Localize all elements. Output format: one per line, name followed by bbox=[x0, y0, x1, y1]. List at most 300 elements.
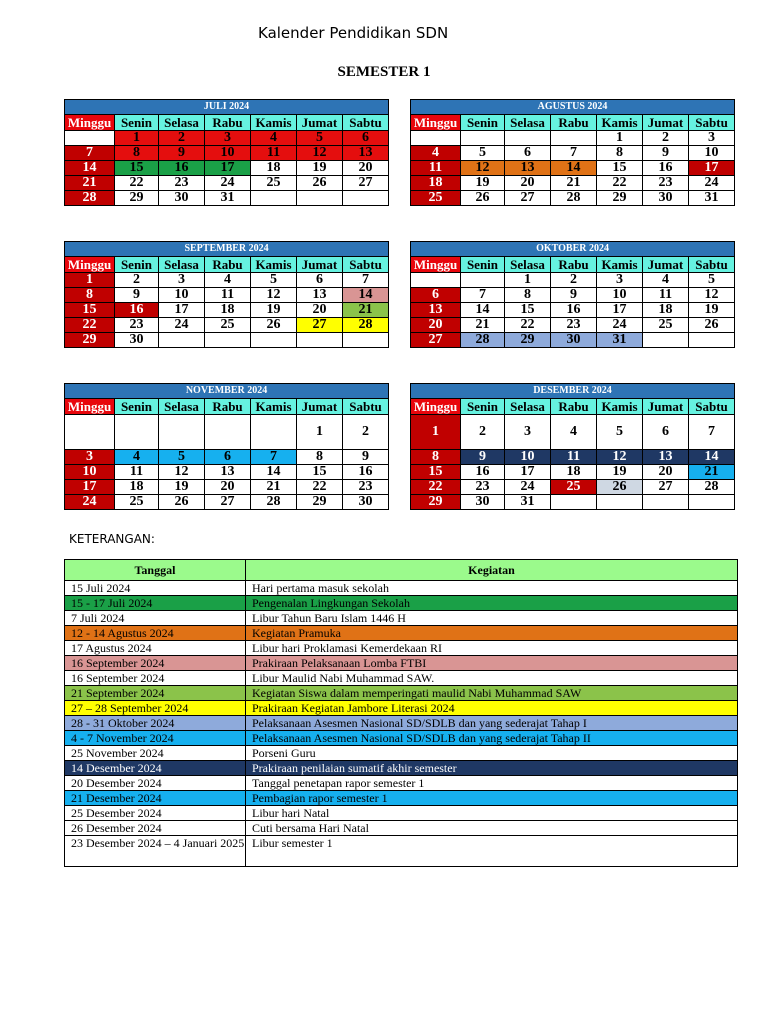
day-header-jumat: Jumat bbox=[297, 257, 343, 273]
day-cell: 26 bbox=[597, 480, 643, 495]
day-header-rabu: Rabu bbox=[205, 257, 251, 273]
day-cell: 18 bbox=[643, 303, 689, 318]
legend-row bbox=[65, 626, 738, 641]
day-cell: 23 bbox=[461, 480, 505, 495]
legend-kegiatan: Libur hari Natal bbox=[246, 806, 738, 821]
day-cell: 23 bbox=[115, 318, 159, 333]
day-cell: 19 bbox=[461, 176, 505, 191]
day-header-kamis: Kamis bbox=[597, 399, 643, 415]
day-cell: 11 bbox=[251, 146, 297, 161]
legend-tanggal: 7 Juli 2024 bbox=[65, 611, 246, 626]
day-header-rabu: Rabu bbox=[551, 257, 597, 273]
day-cell: 6 bbox=[643, 415, 689, 450]
calendar-juli bbox=[64, 99, 389, 206]
day-cell: 8 bbox=[411, 450, 461, 465]
empty-day-cell bbox=[205, 333, 251, 348]
day-header-jumat: Jumat bbox=[643, 115, 689, 131]
day-cell: 8 bbox=[297, 450, 343, 465]
day-header-minggu: Minggu bbox=[411, 115, 461, 131]
day-cell: 16 bbox=[115, 303, 159, 318]
day-cell: 2 bbox=[461, 415, 505, 450]
legend-table bbox=[64, 559, 738, 867]
day-cell: 21 bbox=[251, 480, 297, 495]
day-cell: 15 bbox=[65, 303, 115, 318]
day-cell: 4 bbox=[643, 273, 689, 288]
day-cell: 29 bbox=[505, 333, 551, 348]
legend-tanggal: 27 – 28 September 2024 bbox=[65, 701, 246, 716]
day-cell: 17 bbox=[597, 303, 643, 318]
document-title: Kalender Pendidikan SDN bbox=[258, 24, 449, 42]
day-header-selasa: Selasa bbox=[159, 399, 205, 415]
day-cell: 15 bbox=[411, 465, 461, 480]
day-cell: 16 bbox=[461, 465, 505, 480]
legend-header-kegiatan: Kegiatan bbox=[246, 560, 738, 581]
legend-kegiatan: Kegiatan Siswa dalam memperingati maulid Nabi Muhammad SAW bbox=[246, 686, 738, 701]
day-cell: 22 bbox=[505, 318, 551, 333]
day-header-senin: Senin bbox=[461, 115, 505, 131]
day-cell: 3 bbox=[597, 273, 643, 288]
day-cell: 18 bbox=[411, 176, 461, 191]
day-cell: 24 bbox=[205, 176, 251, 191]
day-header-jumat: Jumat bbox=[643, 257, 689, 273]
day-cell: 13 bbox=[505, 161, 551, 176]
empty-day-cell bbox=[551, 131, 597, 146]
day-header-sabtu: Sabtu bbox=[689, 257, 735, 273]
legend-tanggal: 16 September 2024 bbox=[65, 671, 246, 686]
day-cell: 13 bbox=[411, 303, 461, 318]
day-cell: 24 bbox=[159, 318, 205, 333]
day-cell: 5 bbox=[597, 415, 643, 450]
legend-kegiatan: Hari pertama masuk sekolah bbox=[246, 581, 738, 596]
day-cell: 31 bbox=[205, 191, 251, 206]
day-cell: 13 bbox=[643, 450, 689, 465]
day-cell: 29 bbox=[297, 495, 343, 510]
empty-day-cell bbox=[643, 495, 689, 510]
day-header-kamis: Kamis bbox=[597, 115, 643, 131]
day-cell: 7 bbox=[551, 146, 597, 161]
day-cell: 10 bbox=[159, 288, 205, 303]
day-cell: 10 bbox=[65, 465, 115, 480]
day-cell: 11 bbox=[205, 288, 251, 303]
day-cell: 1 bbox=[597, 131, 643, 146]
empty-day-cell bbox=[343, 191, 389, 206]
empty-day-cell bbox=[159, 415, 205, 450]
day-cell: 16 bbox=[551, 303, 597, 318]
empty-day-cell bbox=[689, 333, 735, 348]
legend-kegiatan: Pelaksanaan Asesmen Nasional SD/SDLB dan yang sederajat Tahap II bbox=[246, 731, 738, 746]
day-cell: 6 bbox=[505, 146, 551, 161]
keterangan-label: KETERANGAN: bbox=[69, 532, 155, 546]
day-cell: 25 bbox=[551, 480, 597, 495]
day-cell: 14 bbox=[551, 161, 597, 176]
day-cell: 2 bbox=[643, 131, 689, 146]
day-cell: 4 bbox=[551, 415, 597, 450]
calendar-oktober bbox=[410, 241, 735, 348]
day-cell: 17 bbox=[689, 161, 735, 176]
month-header: OKTOBER 2024 bbox=[411, 242, 735, 257]
day-header-jumat: Jumat bbox=[297, 399, 343, 415]
day-header-senin: Senin bbox=[115, 399, 159, 415]
day-cell: 10 bbox=[597, 288, 643, 303]
day-cell: 27 bbox=[505, 191, 551, 206]
day-cell: 7 bbox=[689, 415, 735, 450]
empty-day-cell bbox=[689, 495, 735, 510]
day-cell: 1 bbox=[505, 273, 551, 288]
day-header-selasa: Selasa bbox=[505, 115, 551, 131]
day-cell: 18 bbox=[115, 480, 159, 495]
day-cell: 28 bbox=[689, 480, 735, 495]
day-cell: 8 bbox=[597, 146, 643, 161]
day-cell: 17 bbox=[65, 480, 115, 495]
day-cell: 12 bbox=[461, 161, 505, 176]
day-cell: 24 bbox=[65, 495, 115, 510]
day-cell: 22 bbox=[65, 318, 115, 333]
day-cell: 8 bbox=[115, 146, 159, 161]
day-cell: 20 bbox=[343, 161, 389, 176]
day-cell: 8 bbox=[505, 288, 551, 303]
day-cell: 15 bbox=[115, 161, 159, 176]
legend-row bbox=[65, 821, 738, 836]
semester-title: SEMESTER 1 bbox=[337, 64, 431, 80]
day-cell: 27 bbox=[205, 495, 251, 510]
legend-kegiatan: Prakiraan Pelaksanaan Lomba FTBI bbox=[246, 656, 738, 671]
day-cell: 11 bbox=[411, 161, 461, 176]
day-cell: 5 bbox=[689, 273, 735, 288]
day-cell: 19 bbox=[159, 480, 205, 495]
day-cell: 12 bbox=[597, 450, 643, 465]
day-header-senin: Senin bbox=[115, 257, 159, 273]
day-cell: 12 bbox=[689, 288, 735, 303]
day-cell: 26 bbox=[297, 176, 343, 191]
day-cell: 10 bbox=[505, 450, 551, 465]
legend-header-row bbox=[65, 560, 738, 581]
day-cell: 28 bbox=[551, 191, 597, 206]
day-cell: 9 bbox=[343, 450, 389, 465]
day-header-kamis: Kamis bbox=[251, 115, 297, 131]
legend-tanggal: 12 - 14 Agustus 2024 bbox=[65, 626, 246, 641]
day-cell: 2 bbox=[159, 131, 205, 146]
day-cell: 25 bbox=[643, 318, 689, 333]
day-cell: 13 bbox=[205, 465, 251, 480]
day-header-selasa: Selasa bbox=[159, 115, 205, 131]
day-cell: 29 bbox=[65, 333, 115, 348]
legend-kegiatan: Pelaksanaan Asesmen Nasional SD/SDLB dan yang sederajat Tahap I bbox=[246, 716, 738, 731]
day-header-sabtu: Sabtu bbox=[343, 115, 389, 131]
empty-day-cell bbox=[597, 495, 643, 510]
day-header-senin: Senin bbox=[115, 115, 159, 131]
day-header-rabu: Rabu bbox=[205, 115, 251, 131]
empty-day-cell bbox=[551, 495, 597, 510]
day-cell: 3 bbox=[205, 131, 251, 146]
day-cell: 21 bbox=[461, 318, 505, 333]
day-cell: 7 bbox=[251, 450, 297, 465]
day-cell: 30 bbox=[551, 333, 597, 348]
day-cell: 22 bbox=[115, 176, 159, 191]
day-cell: 7 bbox=[343, 273, 389, 288]
day-cell: 27 bbox=[643, 480, 689, 495]
day-cell: 24 bbox=[689, 176, 735, 191]
month-header: SEPTEMBER 2024 bbox=[65, 242, 389, 257]
legend-tanggal: 17 Agustus 2024 bbox=[65, 641, 246, 656]
day-cell: 24 bbox=[505, 480, 551, 495]
day-cell: 26 bbox=[159, 495, 205, 510]
day-cell: 11 bbox=[551, 450, 597, 465]
legend-row bbox=[65, 746, 738, 761]
empty-day-cell bbox=[205, 415, 251, 450]
day-header-rabu: Rabu bbox=[551, 115, 597, 131]
legend-kegiatan: Libur Maulid Nabi Muhammad SAW. bbox=[246, 671, 738, 686]
day-header-sabtu: Sabtu bbox=[689, 115, 735, 131]
day-cell: 10 bbox=[689, 146, 735, 161]
day-header-selasa: Selasa bbox=[505, 399, 551, 415]
day-cell: 13 bbox=[343, 146, 389, 161]
legend-kegiatan: Pengenalan Lingkungan Sekolah bbox=[246, 596, 738, 611]
day-cell: 14 bbox=[461, 303, 505, 318]
day-cell: 14 bbox=[689, 450, 735, 465]
day-cell: 14 bbox=[65, 161, 115, 176]
day-cell: 12 bbox=[251, 288, 297, 303]
day-header-kamis: Kamis bbox=[597, 257, 643, 273]
day-cell: 6 bbox=[297, 273, 343, 288]
day-cell: 11 bbox=[643, 288, 689, 303]
day-cell: 31 bbox=[505, 495, 551, 510]
legend-kegiatan: Tanggal penetapan rapor semester 1 bbox=[246, 776, 738, 791]
day-cell: 2 bbox=[551, 273, 597, 288]
day-cell: 30 bbox=[643, 191, 689, 206]
day-header-minggu: Minggu bbox=[411, 399, 461, 415]
day-header-rabu: Rabu bbox=[205, 399, 251, 415]
legend-tanggal: 16 September 2024 bbox=[65, 656, 246, 671]
day-cell: 7 bbox=[65, 146, 115, 161]
legend-row bbox=[65, 776, 738, 791]
day-cell: 12 bbox=[297, 146, 343, 161]
day-cell: 20 bbox=[205, 480, 251, 495]
day-cell: 30 bbox=[159, 191, 205, 206]
day-cell: 27 bbox=[297, 318, 343, 333]
empty-day-cell bbox=[159, 333, 205, 348]
day-cell: 22 bbox=[411, 480, 461, 495]
day-cell: 18 bbox=[205, 303, 251, 318]
legend-row bbox=[65, 671, 738, 686]
empty-day-cell bbox=[505, 131, 551, 146]
day-cell: 9 bbox=[551, 288, 597, 303]
legend-row bbox=[65, 686, 738, 701]
day-cell: 4 bbox=[411, 146, 461, 161]
legend-row bbox=[65, 641, 738, 656]
day-cell: 4 bbox=[205, 273, 251, 288]
day-cell: 16 bbox=[643, 161, 689, 176]
month-header: NOVEMBER 2024 bbox=[65, 384, 389, 399]
day-cell: 24 bbox=[597, 318, 643, 333]
day-cell: 22 bbox=[597, 176, 643, 191]
day-cell: 15 bbox=[297, 465, 343, 480]
legend-tanggal: 14 Desember 2024 bbox=[65, 761, 246, 776]
day-cell: 1 bbox=[297, 415, 343, 450]
legend-row bbox=[65, 731, 738, 746]
legend-row bbox=[65, 761, 738, 776]
legend-tanggal: 15 - 17 Juli 2024 bbox=[65, 596, 246, 611]
day-cell: 25 bbox=[411, 191, 461, 206]
day-cell: 15 bbox=[505, 303, 551, 318]
legend-row bbox=[65, 656, 738, 671]
day-cell: 23 bbox=[643, 176, 689, 191]
day-cell: 18 bbox=[251, 161, 297, 176]
day-header-jumat: Jumat bbox=[643, 399, 689, 415]
day-cell: 20 bbox=[505, 176, 551, 191]
day-cell: 28 bbox=[65, 191, 115, 206]
empty-day-cell bbox=[65, 415, 115, 450]
empty-day-cell bbox=[251, 333, 297, 348]
day-cell: 19 bbox=[689, 303, 735, 318]
day-cell: 20 bbox=[297, 303, 343, 318]
day-cell: 29 bbox=[115, 191, 159, 206]
legend-tanggal: 28 - 31 Oktober 2024 bbox=[65, 716, 246, 731]
empty-day-cell bbox=[251, 191, 297, 206]
day-cell: 21 bbox=[551, 176, 597, 191]
empty-day-cell bbox=[643, 333, 689, 348]
day-cell: 5 bbox=[461, 146, 505, 161]
legend-kegiatan: Porseni Guru bbox=[246, 746, 738, 761]
empty-day-cell bbox=[461, 131, 505, 146]
day-cell: 16 bbox=[159, 161, 205, 176]
day-cell: 14 bbox=[251, 465, 297, 480]
day-header-selasa: Selasa bbox=[159, 257, 205, 273]
day-cell: 5 bbox=[251, 273, 297, 288]
legend-tanggal: 26 Desember 2024 bbox=[65, 821, 246, 836]
day-header-kamis: Kamis bbox=[251, 399, 297, 415]
empty-day-cell bbox=[411, 273, 461, 288]
day-cell: 26 bbox=[689, 318, 735, 333]
day-cell: 29 bbox=[597, 191, 643, 206]
empty-day-cell bbox=[115, 415, 159, 450]
day-cell: 4 bbox=[115, 450, 159, 465]
legend-kegiatan: Libur semester 1 bbox=[246, 836, 738, 867]
day-cell: 11 bbox=[115, 465, 159, 480]
legend-tanggal: 21 September 2024 bbox=[65, 686, 246, 701]
day-cell: 17 bbox=[205, 161, 251, 176]
day-cell: 20 bbox=[411, 318, 461, 333]
day-header-kamis: Kamis bbox=[251, 257, 297, 273]
day-cell: 21 bbox=[343, 303, 389, 318]
day-cell: 19 bbox=[251, 303, 297, 318]
day-cell: 6 bbox=[205, 450, 251, 465]
day-cell: 25 bbox=[205, 318, 251, 333]
day-cell: 5 bbox=[159, 450, 205, 465]
day-header-minggu: Minggu bbox=[65, 115, 115, 131]
legend-tanggal: 15 Juli 2024 bbox=[65, 581, 246, 596]
day-cell: 2 bbox=[343, 415, 389, 450]
legend-header-tanggal: Tanggal bbox=[65, 560, 246, 581]
day-cell: 19 bbox=[597, 465, 643, 480]
empty-day-cell bbox=[343, 333, 389, 348]
day-cell: 21 bbox=[689, 465, 735, 480]
day-cell: 3 bbox=[159, 273, 205, 288]
day-cell: 25 bbox=[251, 176, 297, 191]
day-header-minggu: Minggu bbox=[65, 399, 115, 415]
day-cell: 10 bbox=[205, 146, 251, 161]
empty-day-cell bbox=[411, 131, 461, 146]
day-cell: 25 bbox=[115, 495, 159, 510]
day-cell: 8 bbox=[65, 288, 115, 303]
day-cell: 4 bbox=[251, 131, 297, 146]
day-cell: 22 bbox=[297, 480, 343, 495]
legend-tanggal: 4 - 7 November 2024 bbox=[65, 731, 246, 746]
legend-row bbox=[65, 701, 738, 716]
day-header-sabtu: Sabtu bbox=[343, 399, 389, 415]
day-cell: 9 bbox=[115, 288, 159, 303]
legend-row bbox=[65, 836, 738, 867]
day-header-selasa: Selasa bbox=[505, 257, 551, 273]
legend-row bbox=[65, 611, 738, 626]
day-cell: 31 bbox=[597, 333, 643, 348]
day-cell: 19 bbox=[297, 161, 343, 176]
day-cell: 17 bbox=[159, 303, 205, 318]
day-cell: 2 bbox=[115, 273, 159, 288]
day-cell: 26 bbox=[251, 318, 297, 333]
day-cell: 12 bbox=[159, 465, 205, 480]
day-header-senin: Senin bbox=[461, 399, 505, 415]
day-cell: 27 bbox=[343, 176, 389, 191]
day-cell: 3 bbox=[505, 415, 551, 450]
day-cell: 15 bbox=[597, 161, 643, 176]
legend-tanggal: 21 Desember 2024 bbox=[65, 791, 246, 806]
calendar-september bbox=[64, 241, 389, 348]
day-cell: 23 bbox=[343, 480, 389, 495]
day-header-rabu: Rabu bbox=[551, 399, 597, 415]
day-cell: 7 bbox=[461, 288, 505, 303]
day-cell: 3 bbox=[689, 131, 735, 146]
day-cell: 5 bbox=[297, 131, 343, 146]
legend-tanggal: 20 Desember 2024 bbox=[65, 776, 246, 791]
legend-row bbox=[65, 806, 738, 821]
calendar-november bbox=[64, 383, 389, 510]
legend-kegiatan: Cuti bersama Hari Natal bbox=[246, 821, 738, 836]
calendar-agustus bbox=[410, 99, 735, 206]
legend-kegiatan: Libur hari Proklamasi Kemerdekaan RI bbox=[246, 641, 738, 656]
legend-row bbox=[65, 581, 738, 596]
legend-kegiatan: Pembagian rapor semester 1 bbox=[246, 791, 738, 806]
day-cell: 3 bbox=[65, 450, 115, 465]
day-cell: 1 bbox=[411, 415, 461, 450]
month-header: AGUSTUS 2024 bbox=[411, 100, 735, 115]
legend-tanggal: 23 Desember 2024 – 4 Januari 2025 bbox=[65, 836, 246, 867]
day-cell: 23 bbox=[159, 176, 205, 191]
day-cell: 9 bbox=[643, 146, 689, 161]
day-header-senin: Senin bbox=[461, 257, 505, 273]
empty-day-cell bbox=[251, 415, 297, 450]
day-cell: 27 bbox=[411, 333, 461, 348]
legend-kegiatan: Libur Tahun Baru Islam 1446 H bbox=[246, 611, 738, 626]
legend-row bbox=[65, 791, 738, 806]
legend-kegiatan: Prakiraan Kegiatan Jambore Literasi 2024 bbox=[246, 701, 738, 716]
legend-kegiatan: Kegiatan Pramuka bbox=[246, 626, 738, 641]
month-header: DESEMBER 2024 bbox=[411, 384, 735, 399]
day-cell: 28 bbox=[251, 495, 297, 510]
day-cell: 6 bbox=[343, 131, 389, 146]
day-cell: 16 bbox=[343, 465, 389, 480]
day-cell: 23 bbox=[551, 318, 597, 333]
empty-day-cell bbox=[461, 273, 505, 288]
day-cell: 9 bbox=[461, 450, 505, 465]
calendar-desember bbox=[410, 383, 735, 510]
day-cell: 30 bbox=[115, 333, 159, 348]
day-cell: 1 bbox=[115, 131, 159, 146]
day-header-sabtu: Sabtu bbox=[689, 399, 735, 415]
legend-kegiatan: Prakiraan penilaian sumatif akhir semester bbox=[246, 761, 738, 776]
day-cell: 1 bbox=[65, 273, 115, 288]
day-cell: 31 bbox=[689, 191, 735, 206]
day-cell: 20 bbox=[643, 465, 689, 480]
